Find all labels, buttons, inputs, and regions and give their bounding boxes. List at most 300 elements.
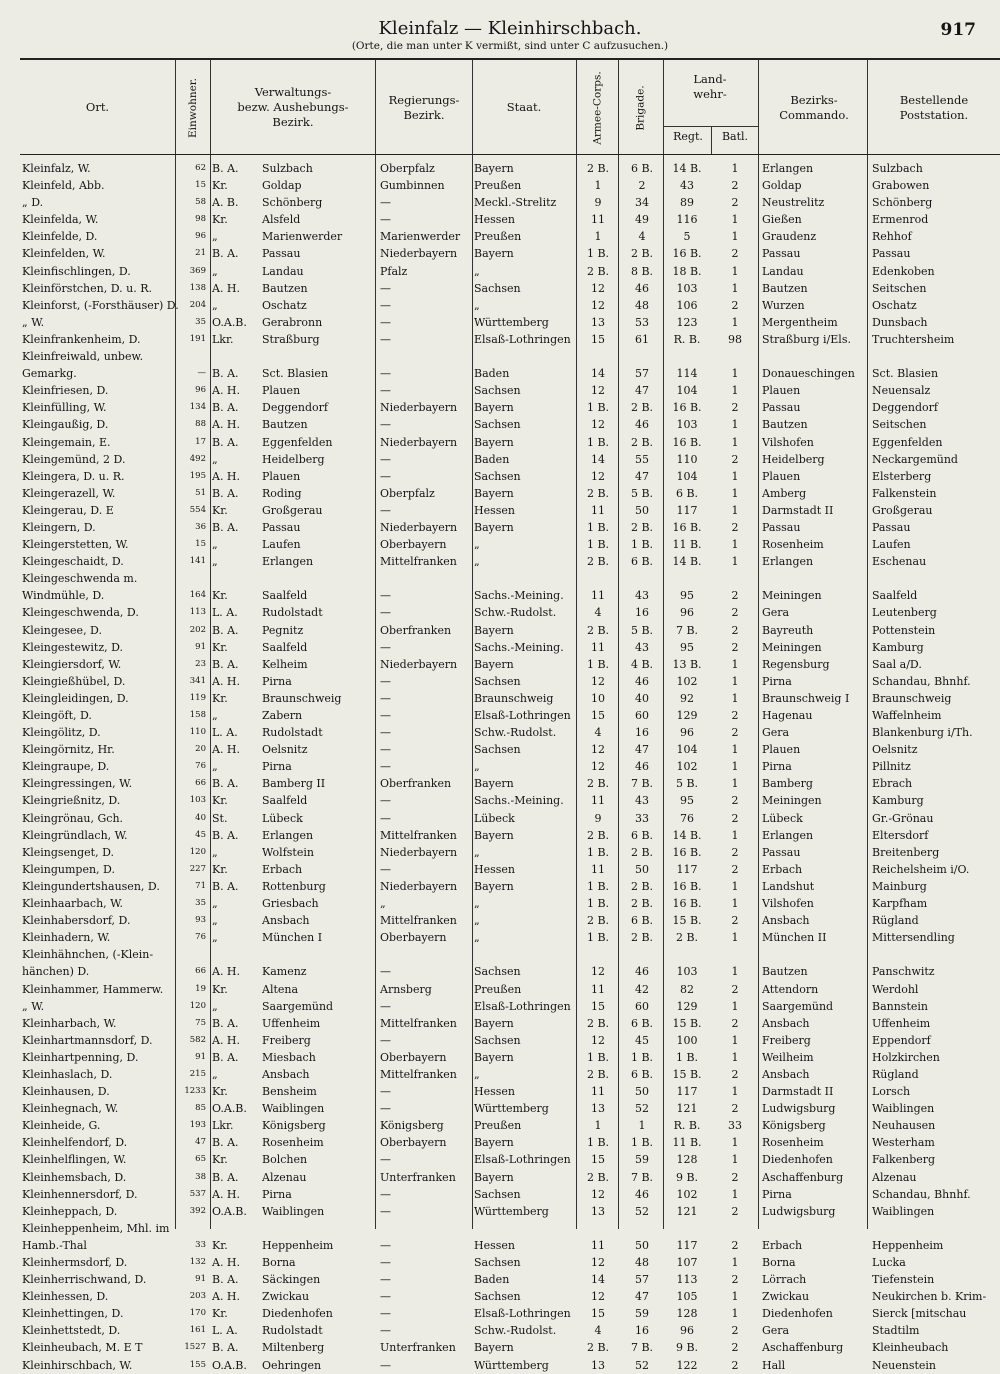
table-row [0, 263, 1000, 280]
table-cell: Zwickau [762, 1290, 810, 1304]
table-cell: Bautzen [762, 281, 808, 295]
table-cell: Oehringen [262, 1358, 322, 1372]
table-cell: 5 B. [675, 777, 699, 791]
table-cell: Saalfeld [262, 589, 308, 603]
table-cell: 203 [189, 1291, 206, 1302]
table-cell: Pfalz [380, 264, 408, 278]
table-cell: 1 [731, 999, 739, 1013]
table-row [0, 536, 1000, 553]
table-cell: 2 B. [586, 486, 610, 500]
table-cell: 50 [635, 1085, 649, 1099]
table-cell: Kleinhessen, D. [22, 1290, 109, 1304]
table-cell: 2 B. [586, 264, 610, 278]
table-cell: 6 B. [630, 828, 654, 842]
table-cell: „ [212, 264, 218, 278]
table-cell: 60 [635, 709, 649, 722]
table-row [0, 1339, 1000, 1356]
table-cell: Heidelberg [262, 452, 325, 466]
table-cell: 107 [676, 1256, 698, 1269]
table-cell: „ [212, 538, 218, 552]
table-cell: 2 B. [586, 914, 610, 928]
table-cell: 91 [195, 1274, 206, 1285]
table-cell: Kleinhaslach, D. [22, 1067, 113, 1081]
table-cell: Bolchen [262, 1153, 308, 1167]
table-cell: 33 [635, 811, 649, 825]
table-cell: 47 [195, 1137, 206, 1148]
table-cell: 17 [195, 436, 206, 447]
table-cell: 2 B. [630, 435, 654, 449]
table-cell: 50 [635, 1238, 649, 1252]
table-cell: Preußen [474, 179, 522, 193]
table-cell: 19 [195, 983, 206, 994]
table-cell: 2 B. [630, 845, 654, 859]
table-cell: Unterfranken [380, 1170, 456, 1184]
table-cell: 128 [676, 1153, 698, 1167]
table-cell: A. H. [212, 965, 241, 979]
table-cell: Gemarkg. [22, 367, 77, 381]
table-cell: 103 [676, 418, 698, 432]
table-cell: 14 B. [672, 162, 702, 175]
table-cell: Freiberg [262, 1033, 311, 1047]
table-cell: 66 [195, 778, 206, 789]
table-row [0, 211, 1000, 228]
table-cell: 11 B. [672, 1136, 702, 1150]
table-cell: O.A.B. [212, 1204, 247, 1218]
table-cell: A. H. [212, 1290, 241, 1304]
table-cell: 9 [594, 196, 602, 210]
table-cell: 4 [594, 1324, 602, 1338]
table-cell: Passau [762, 401, 801, 415]
table-cell: 2 [731, 1324, 739, 1338]
table-cell: 12 [591, 965, 605, 979]
table-cell: Kr. [212, 1153, 228, 1167]
table-cell: Falkenberg [872, 1153, 936, 1167]
table-cell: Kleingörnitz, Hr. [22, 743, 115, 757]
table-row [0, 895, 1000, 912]
table-cell: Gera [762, 726, 790, 740]
table-cell: 61 [635, 332, 649, 346]
table-cell: 1 [731, 691, 739, 705]
table-cell: B. A. [212, 777, 239, 791]
table-cell: Kleingera, D. u. R. [22, 469, 125, 483]
table-cell: Wolfstein [262, 845, 314, 859]
table-cell: 1 B. [586, 1050, 610, 1064]
table-cell: „ [212, 1067, 218, 1081]
table-cell: 1 [731, 1153, 739, 1167]
table-cell: Karpfham [872, 897, 928, 911]
table-row [0, 827, 1000, 844]
table-cell: A. H. [212, 469, 241, 483]
table-row [0, 775, 1000, 792]
table-cell: „ [212, 999, 218, 1013]
table-cell: — [380, 606, 391, 620]
table-row [0, 1203, 1000, 1220]
table-cell: 23 [195, 658, 206, 669]
table-cell: Eschenau [872, 555, 927, 569]
table-cell: B. A. [212, 1016, 239, 1030]
table-cell: 2 [731, 914, 739, 928]
table-cell: 46 [635, 965, 649, 979]
table-cell: 2 B. [630, 897, 654, 911]
table-cell: 193 [189, 1120, 206, 1131]
table-cell: 96 [680, 1324, 694, 1338]
table-cell: 2 [638, 179, 646, 193]
table-cell: 1 B. [586, 879, 610, 893]
table-cell: Seitschen [872, 281, 927, 295]
table-cell: 4 B. [630, 657, 654, 671]
table-cell: Ansbach [762, 1067, 810, 1081]
table-cell: Sachs.-Meining. [474, 640, 564, 654]
table-cell: Roding [262, 486, 302, 500]
table-cell: 117 [676, 1085, 698, 1099]
table-cell: 14 [591, 1273, 605, 1287]
table-cell: 141 [189, 556, 206, 567]
table-cell: Württemberg [474, 1204, 549, 1218]
table-cell: 155 [189, 1359, 206, 1370]
table-row [0, 810, 1000, 827]
table-cell: 93 [195, 915, 206, 926]
table-cell: Pottenstein [872, 623, 936, 637]
table-cell: 46 [635, 1187, 649, 1201]
table-cell: 492 [189, 453, 206, 464]
table-cell: 1 [731, 760, 739, 774]
table-cell: — [380, 862, 391, 876]
table-cell: Sachsen [474, 469, 521, 483]
table-row [0, 1357, 1000, 1374]
table-cell: 102 [676, 1187, 698, 1201]
table-cell: 582 [189, 1034, 206, 1045]
table-cell: B. A. [212, 1170, 239, 1184]
table-cell: 2 B. [630, 931, 654, 945]
table-cell: 122 [676, 1358, 698, 1372]
table-cell: 6 B. [630, 1067, 654, 1081]
table-cell: 5 [683, 230, 691, 244]
table-cell: R. B. [673, 332, 701, 346]
table-cell: O.A.B. [212, 315, 247, 329]
table-cell: Schw.-Rudolst. [474, 726, 557, 740]
table-cell: Hessen [474, 213, 515, 227]
table-cell: — [380, 965, 391, 979]
table-cell: „ [212, 555, 218, 569]
table-cell: 1 [731, 879, 739, 893]
table-cell: „ [212, 452, 218, 466]
table-cell: 2 B. [630, 520, 654, 534]
table-cell: Laufen [262, 538, 301, 552]
table-cell: 2 [731, 862, 739, 876]
table-cell: Oberfranken [380, 623, 452, 637]
table-cell: Bayern [474, 1050, 514, 1064]
table-cell: Arnsberg [380, 982, 432, 996]
table-cell: 158 [189, 710, 206, 720]
table-cell: 12 [591, 418, 605, 432]
table-cell: — [380, 1358, 391, 1372]
table-cell: Kleinfischlingen, D. [22, 264, 131, 278]
table-cell: „ [212, 914, 218, 928]
col-regierung: Regierungs- Bezirk. [388, 92, 460, 122]
table-cell: Erlangen [762, 162, 814, 175]
table-cell: Kleingaußig, D. [22, 418, 109, 432]
table-cell: Sachsen [474, 281, 521, 295]
table-cell: 1527 [184, 1342, 206, 1353]
table-cell: 91 [195, 641, 206, 652]
table-row [0, 1083, 1000, 1100]
table-cell: Großgerau [262, 503, 323, 517]
table-cell: Sulzbach [262, 162, 313, 175]
table-row [0, 1066, 1000, 1083]
table-cell: 14 [591, 452, 605, 466]
table-cell: 123 [676, 315, 698, 329]
table-cell: Holzkirchen [872, 1050, 940, 1064]
table-cell: 1 [731, 828, 739, 842]
table-cell: Hagenau [762, 709, 813, 722]
table-cell: Griesbach [262, 897, 319, 911]
table-cell: Amberg [762, 486, 807, 500]
table-cell: 191 [189, 333, 206, 344]
table-cell: Saalfeld [262, 794, 308, 808]
table-cell: 35 [195, 316, 206, 327]
table-cell: Bautzen [262, 418, 308, 432]
table-row [0, 365, 1000, 382]
table-cell: Ansbach [262, 914, 310, 928]
table-cell: Ludwigsburg [762, 1102, 836, 1116]
table-cell: 82 [680, 982, 694, 996]
page-subtitle: (Orte, die man unter K vermißt, sind unter C aufzusuchen.) [351, 40, 669, 52]
table-row [0, 1288, 1000, 1305]
table-cell: 2 [731, 1170, 739, 1184]
table-cell: Sachsen [474, 418, 521, 432]
table-cell: — [380, 640, 391, 654]
table-cell: 71 [195, 880, 206, 891]
table-cell: 164 [189, 590, 206, 601]
table-cell: 5 B. [630, 623, 654, 637]
table-cell: 2 [731, 794, 739, 808]
table-cell: Saalfeld [262, 640, 308, 654]
table-cell: 1 [731, 486, 739, 500]
table-cell: Ansbach [262, 1067, 310, 1081]
page-number: 917 [940, 20, 976, 40]
table-cell: Bayern [474, 1341, 514, 1355]
table-cell: 16 B. [672, 520, 702, 534]
table-cell: 1 [731, 281, 739, 295]
table-cell: Rottenburg [262, 879, 326, 893]
table-cell: Hessen [474, 862, 515, 876]
table-cell: 1 B. [630, 1136, 654, 1150]
table-row [0, 673, 1000, 690]
table-cell: B. A. [212, 879, 239, 893]
table-cell: — [380, 213, 391, 227]
table-row [0, 622, 1000, 639]
table-cell: 120 [189, 1000, 206, 1011]
table-cell: 134 [189, 402, 206, 413]
table-cell: Passau [762, 520, 801, 534]
table-cell: Altena [262, 982, 299, 996]
table-cell: 7 B. [630, 777, 654, 791]
table-cell: Braunschweig I [762, 691, 850, 705]
table-cell: — [380, 1256, 391, 1269]
table-cell: Lübeck [262, 811, 303, 825]
table-cell: Kleingumpen, D. [22, 862, 115, 876]
table-cell: Rosenheim [762, 1136, 824, 1150]
table-cell: 11 B. [672, 538, 702, 552]
table-cell: Leutenberg [872, 606, 937, 620]
table-cell: Kleingießhübel, D. [22, 674, 126, 688]
table-cell: A. H. [212, 1033, 241, 1047]
table-cell: 1 [731, 435, 739, 449]
table-cell: 100 [676, 1033, 698, 1047]
table-cell: Kleinforst, (-Forsthäuser) D. [22, 298, 179, 312]
table-cell: Passau [762, 247, 801, 261]
table-cell: Oberfranken [380, 777, 452, 791]
table-cell: 59 [635, 1307, 649, 1321]
table-cell: Aschaffenburg [762, 1341, 844, 1355]
table-cell: Erlangen [262, 555, 314, 569]
table-row [0, 929, 1000, 946]
table-row [0, 451, 1000, 468]
table-cell: 12 [591, 469, 605, 483]
table-cell: A. H. [212, 281, 241, 295]
table-cell: R. B. [673, 1119, 701, 1133]
table-cell: — [380, 332, 391, 346]
table-cell: Stadtilm [872, 1324, 920, 1338]
table-row [0, 690, 1000, 707]
table-cell: 204 [189, 299, 206, 310]
table-row [0, 331, 1000, 348]
table-cell: 2 B. [675, 931, 699, 945]
table-cell: Erbach [762, 862, 803, 876]
table-cell: Niederbayern [380, 247, 458, 261]
table-cell: 16 B. [672, 247, 702, 261]
table-cell: Regensburg [762, 657, 830, 671]
table-cell: Königsberg [262, 1119, 326, 1133]
table-cell: „ [474, 555, 480, 569]
table-cell: Säckingen [262, 1273, 321, 1287]
table-cell: A. B. [212, 196, 239, 210]
table-cell: Pirna [262, 1187, 292, 1201]
table-cell: 1 B. [586, 401, 610, 415]
table-row [0, 194, 1000, 211]
table-cell: B. A. [212, 367, 239, 381]
table-cell: Mergentheim [762, 315, 838, 329]
table-cell: Neuenstein [872, 1358, 936, 1372]
table-cell: 129 [676, 999, 698, 1013]
table-cell: Oschatz [262, 298, 307, 312]
table-cell: 9 B. [675, 1170, 699, 1184]
table-cell: 4 [594, 726, 602, 740]
table-cell: Eggenfelden [262, 435, 333, 449]
table-cell: Rudolstadt [262, 1324, 323, 1338]
table-cell: 6 B. [630, 914, 654, 928]
table-cell: 1 B. [675, 1050, 699, 1064]
table-cell: 1 B. [630, 1050, 654, 1064]
table-cell: 16 B. [672, 845, 702, 859]
table-cell: 121 [676, 1102, 698, 1116]
table-row [0, 844, 1000, 861]
table-cell: Meiningen [762, 589, 822, 603]
table-cell: „ W. [22, 315, 45, 329]
table-row [0, 1117, 1000, 1134]
table-cell: 1 [731, 264, 739, 278]
table-cell: 1233 [184, 1086, 206, 1097]
table-cell: Vilshofen [762, 897, 814, 911]
table-row [0, 348, 1000, 365]
table-cell: Kleingerstetten, W. [22, 538, 129, 552]
table-cell: „ [474, 845, 480, 859]
table-cell: O.A.B. [212, 1358, 247, 1372]
table-cell: Kleinhammer, Hammerw. [22, 982, 164, 996]
table-cell: 215 [189, 1068, 206, 1079]
table-cell: Donaueschingen [762, 367, 855, 381]
table-cell: 2 [731, 298, 739, 312]
table-cell: Schw.-Rudolst. [474, 1324, 557, 1338]
table-cell: Waiblingen [262, 1102, 325, 1116]
table-cell: „ [474, 914, 480, 928]
table-cell: 110 [189, 727, 206, 738]
table-cell: Württemberg [474, 315, 549, 329]
table-cell: Werdohl [872, 982, 919, 996]
table-cell: Kr. [212, 503, 228, 517]
table-cell: B. A. [212, 657, 239, 671]
table-cell: Sachs.-Meining. [474, 794, 564, 808]
table-cell: 11 [591, 213, 605, 227]
table-cell: 15 [591, 999, 605, 1013]
table-cell: 58 [195, 197, 206, 208]
table-cell: Eltersdorf [872, 828, 929, 842]
table-cell: Sct. Blasien [872, 367, 939, 381]
table-cell: Oelsnitz [262, 743, 308, 757]
table-cell: Oschatz [872, 298, 917, 312]
table-cell: Elsaß-Lothringen [474, 709, 571, 722]
table-cell: 88 [195, 419, 206, 430]
table-cell: 13 [591, 1358, 605, 1372]
table-cell: Kleinhaarbach, W. [22, 897, 124, 911]
table-cell: 117 [676, 1238, 698, 1252]
table-cell: Kr. [212, 794, 228, 808]
table-cell: 8 B. [630, 264, 654, 278]
table-cell: 20 [195, 744, 206, 755]
table-row [0, 160, 1000, 177]
table-cell: 85 [195, 1103, 206, 1114]
table-cell: 2 B. [586, 1067, 610, 1081]
table-cell: 1 [731, 1256, 739, 1269]
table-cell: Braunschweig [262, 691, 342, 705]
table-cell: 103 [676, 281, 698, 295]
table-cell: Ebrach [872, 777, 913, 791]
table-cell: O.A.B. [212, 1102, 247, 1116]
table-cell: — [380, 794, 391, 808]
table-cell: Kleingesee, D. [22, 623, 102, 637]
table-cell: Darmstadt II [762, 1085, 834, 1099]
table-cell: „ D. [22, 196, 44, 210]
table-cell: Rudolstadt [262, 726, 323, 740]
table-cell: 106 [676, 298, 698, 312]
table-cell: Kleingraupe, D. [22, 760, 110, 774]
table-cell: Bayern [474, 401, 514, 415]
table-cell: Graudenz [762, 230, 817, 244]
table-cell: Kr. [212, 179, 228, 193]
table-cell: Bautzen [762, 965, 808, 979]
table-row [0, 1032, 1000, 1049]
table-cell: Plauen [262, 469, 301, 483]
table-cell: Plauen [762, 384, 801, 398]
table-cell: Kleingiersdorf, W. [22, 657, 122, 671]
table-cell: Falkenstein [872, 486, 937, 500]
table-row [0, 1186, 1000, 1203]
table-row [0, 946, 1000, 963]
table-cell: 6 B. [630, 162, 654, 175]
table-cell: Lkr. [212, 1119, 234, 1133]
table-cell: 36 [195, 521, 206, 532]
table-cell: 43 [635, 794, 649, 808]
